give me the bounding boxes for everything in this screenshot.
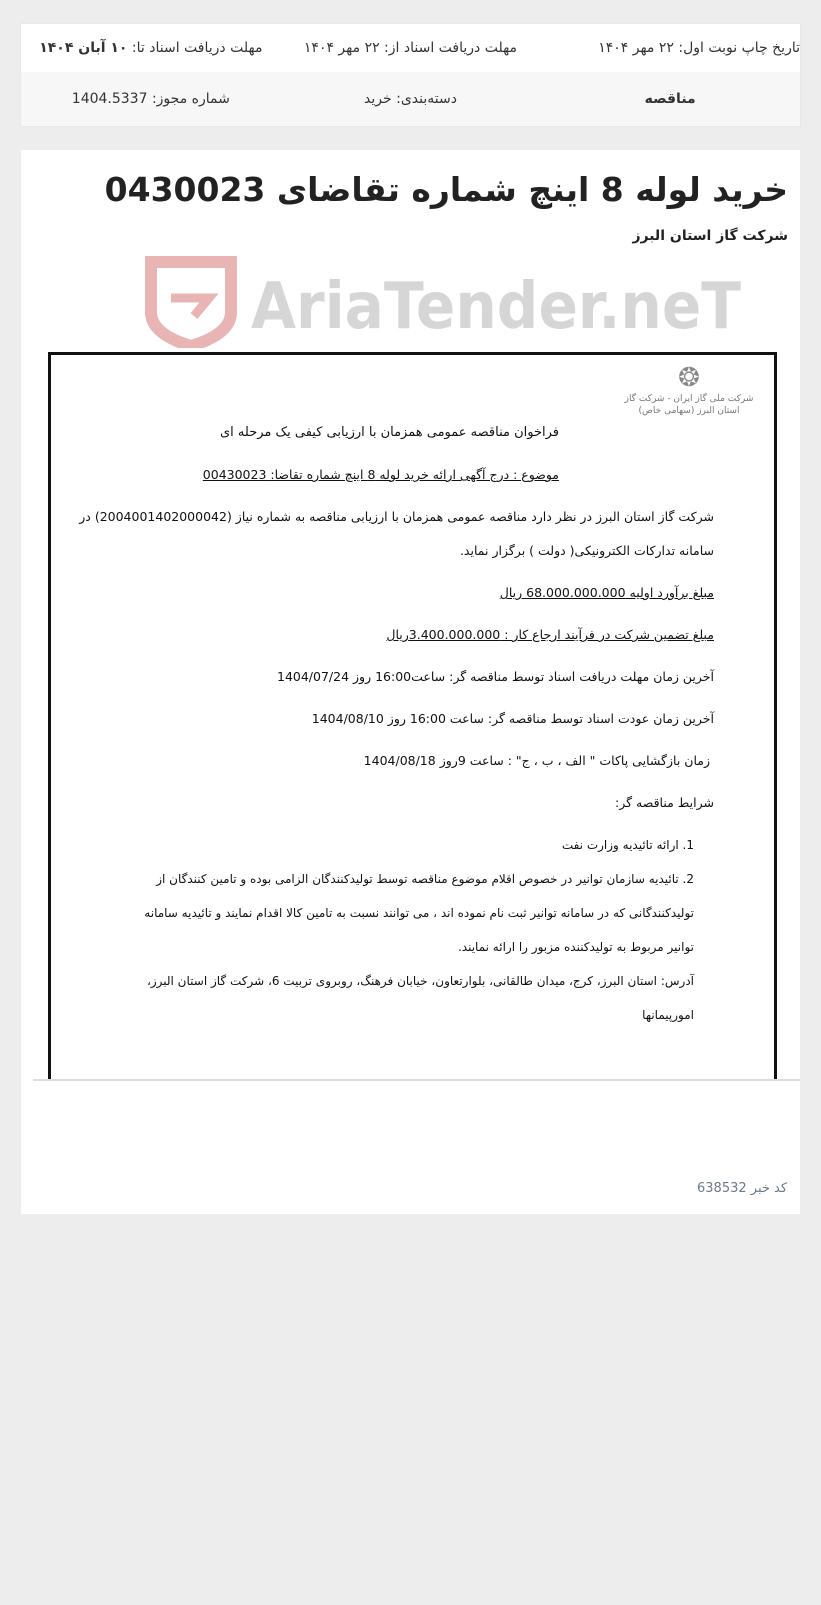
watermark-text: AriaTender.neT <box>251 270 742 344</box>
page-title: خرید لوله 8 اینچ شماره تقاضای 0430023 <box>104 170 788 209</box>
tender-type: مناقصه <box>644 91 696 107</box>
doc-to-label: مهلت دریافت اسناد تا: <box>127 40 263 56</box>
doc-condition-2c: توانیر مربوط به تولیدکننده مزبور را ارائه نمایند. <box>457 940 694 954</box>
news-code: کد خبر 638532 <box>697 1181 788 1196</box>
flame-icon: ❂ <box>678 363 700 393</box>
print-date: تاریخ چاپ نوبت اول: ۲۲ مهر ۱۴۰۴ <box>598 40 800 56</box>
divider <box>33 1079 800 1081</box>
doc-return-deadline: آخرین زمان عودت اسناد توسط مناقصه گر: ساعت 16:00 روز 1404/08/10 <box>311 711 714 726</box>
doc-to-date <box>21 40 281 56</box>
category: دسته‌بندی: خرید <box>364 91 457 107</box>
doc-address-1: آدرس: استان البرز، کرج، میدان طالقانی، بلوارتعاون، خیابان فرهنگ، روبروی تربیت 6، شرکت گاز استان البرز، <box>146 974 694 988</box>
tender-info-card <box>21 24 800 126</box>
doc-subject: موضوع : درج آگهی ارائه خرید لوله 8 اینچ شماره تقاضا: 00430023 <box>202 467 559 482</box>
doc-intro-2: سامانه تدارکات الکترونیکی( دولت ) برگزار نماید. <box>459 543 714 558</box>
logo-caption: شرکت ملی گاز ایران - شرکت گاز استان البرز (سهامی خاص) <box>624 394 754 416</box>
doc-receive-deadline: آخرین زمان مهلت دریافت اسناد توسط مناقصه گر: ساعت16:00 روز 1404/07/24 <box>277 669 714 684</box>
doc-opening-time: زمان بازگشایی پاکات " الف ، ب ، ج" : ساعت 9روز 1404/08/18 <box>363 753 710 768</box>
doc-address-2: امورپیمانها <box>642 1008 694 1022</box>
doc-condition-2b: تولیدکنندگانی که در سامانه توانیر ثبت نام نموده اند ، می توانند نسبت به تامین کالا اقدام نمایند و تائیدیه سامانه <box>144 906 694 920</box>
watermark-logo <box>141 256 761 348</box>
doc-to-value: ۱۰ آبان ۱۴۰۴ <box>39 40 128 56</box>
doc-estimate: مبلغ برآورد اولیه 68.000.000.000 ریال <box>499 585 714 600</box>
tender-document-image <box>48 352 777 1079</box>
doc-heading: فراخوان مناقصه عمومی همزمان با ارزیابی کیفی یک مرحله ای <box>220 425 559 440</box>
doc-intro-1: شرکت گاز استان البرز در نظر دارد مناقصه عمومی همزمان با ارزیابی مناقصه به شماره نیاز (2004001402000042) در <box>79 509 714 524</box>
company-name: شرکت گاز استان البرز <box>632 228 788 244</box>
doc-from-date: مهلت دریافت اسناد از: ۲۲ مهر ۱۴۰۴ <box>303 40 518 56</box>
doc-conditions-label: شرایط مناقصه گر: <box>615 795 714 810</box>
doc-condition-1: 1. ارائه تائیدیه وزارت نفت <box>561 838 694 852</box>
tender-detail-card <box>21 150 800 1214</box>
doc-guarantee: مبلغ تضمین شرکت در فرآیند ارجاع کار : 3.400.000.000ریال <box>386 627 714 642</box>
doc-condition-2a: 2. تائیدیه سازمان توانیر در خصوص اقلام موضوع مناقصه توسط تولیدکنندگان الزامی بوده و تامین کنندگان از <box>156 872 694 886</box>
info-row-meta <box>21 72 800 126</box>
info-row-dates <box>21 24 800 72</box>
license-number: شماره مجوز: 1404.5337 <box>71 91 230 107</box>
nigc-logo <box>614 363 764 417</box>
